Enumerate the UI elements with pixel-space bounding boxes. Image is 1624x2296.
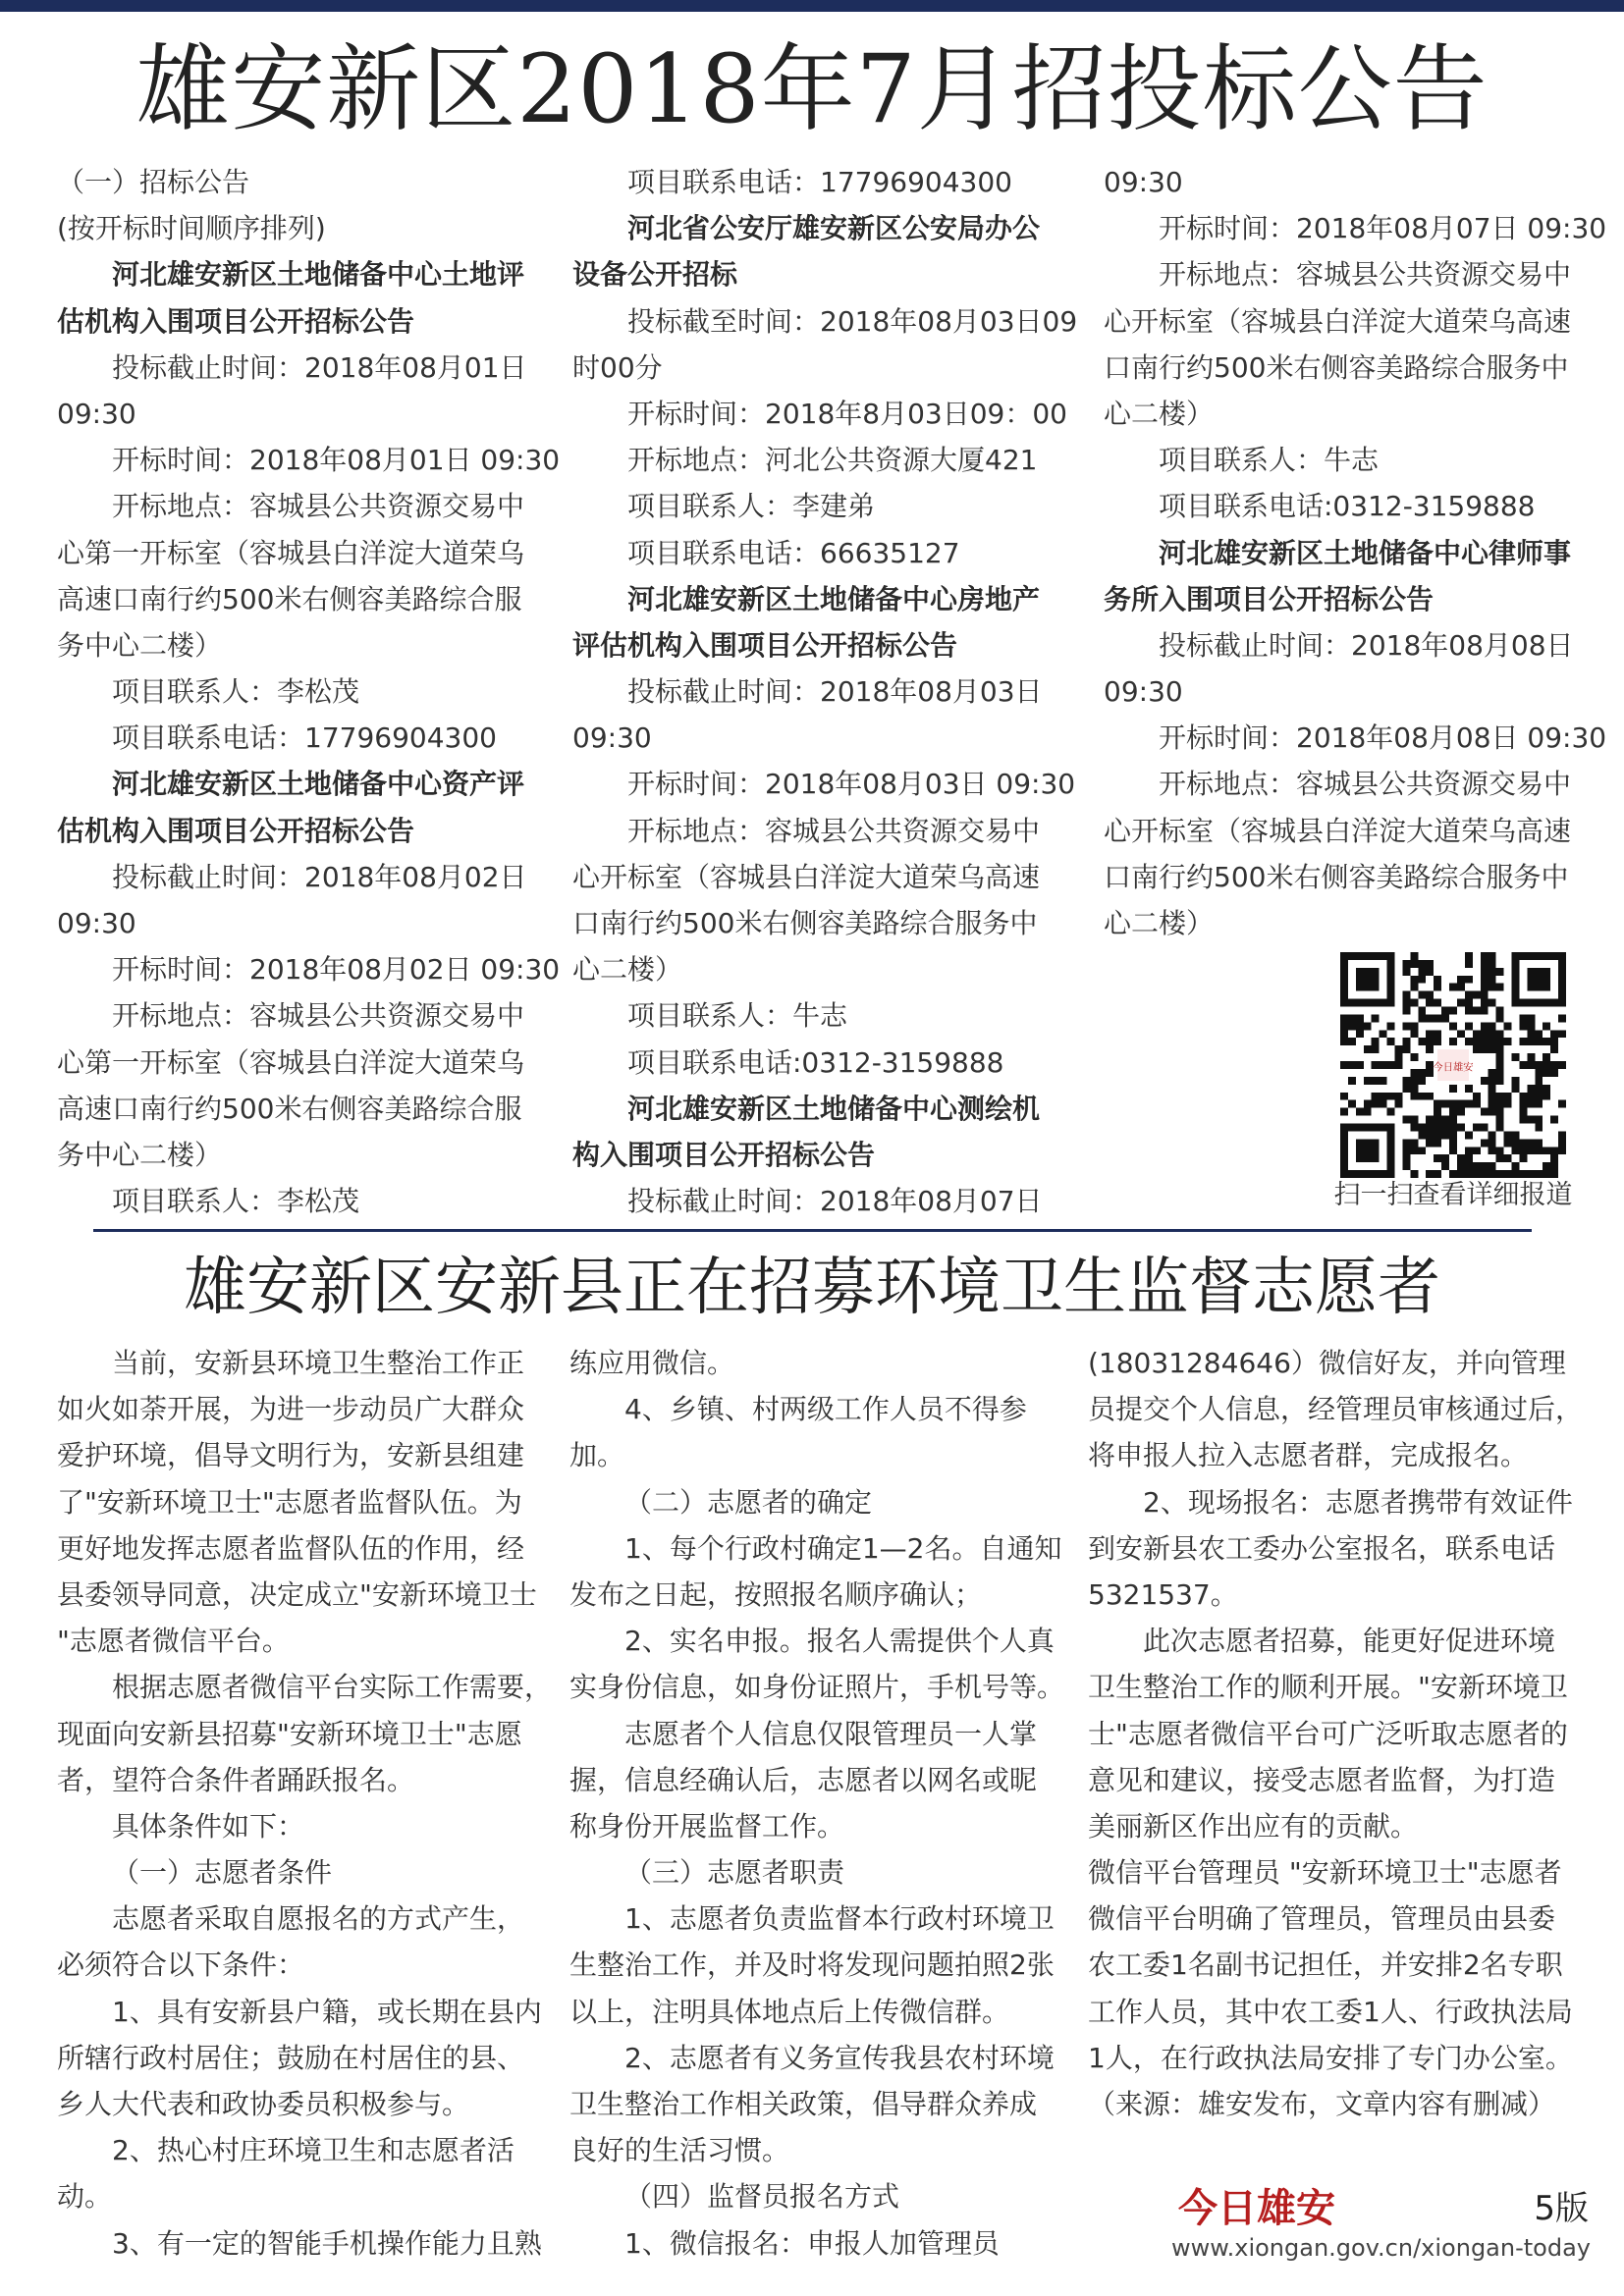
text-line: 心开标室（容城县白洋淀大道荣乌高速 — [572, 860, 1041, 893]
section-divider — [93, 1229, 1532, 1232]
text-line: 开标时间：2018年08月07日 09:30 — [1159, 212, 1607, 245]
text-line: 评估机构入围项目公开招标公告 — [572, 628, 958, 662]
text-line: 士"志愿者微信平台可广泛听取志愿者的 — [1088, 1717, 1568, 1750]
text-line: "志愿者微信平台。 — [57, 1625, 290, 1658]
text-line: 以上，注明具体地点后上传微信群。 — [569, 1995, 1010, 2028]
text-line: 心二楼） — [572, 953, 683, 987]
text-line: 握，信息经确认后，志愿者以网名或昵 — [569, 1763, 1038, 1796]
text-line: 将申报人拉入志愿者群，完成报名。 — [1088, 1439, 1529, 1472]
site-url[interactable]: www.xiongan.gov.cn/xiongan-today — [1170, 2234, 1591, 2262]
text-line: (18031284646）微信好友，并向管理 — [1088, 1347, 1566, 1379]
text-line: 卫生整治工作的顺利开展。"安新环境卫 — [1088, 1671, 1568, 1704]
article-column-3 — [1088, 1340, 1584, 2127]
text-line: 2、热心村庄环境卫生和志愿者活 — [112, 2134, 514, 2167]
text-line: 更好地发挥志愿者监督队伍的作用，经 — [57, 1531, 525, 1565]
text-line: 开标时间：2018年08月01日 09:30 — [112, 444, 561, 477]
text-line: 投标截止时间：2018年08月08日 — [1159, 628, 1574, 662]
text-line: 练应用微信。 — [569, 1347, 735, 1379]
text-line: 项目联系人：牛志 — [627, 999, 848, 1033]
text-line: （来源：雄安发布，文章内容有删减） — [1088, 2088, 1556, 2120]
text-line: （三）志愿者职责 — [624, 1856, 845, 1890]
text-line: 实身份信息，如身份证照片，手机号等。 — [569, 1671, 1065, 1704]
text-line: 现面向安新县招募"安新环境卫士"志愿 — [57, 1717, 522, 1750]
text-line: （一）志愿者条件 — [112, 1856, 333, 1890]
text-line: 微信平台管理员 "安新环境卫士"志愿者 — [1088, 1856, 1562, 1890]
text-line: 开标地点：河北公共资源大厦421 — [627, 444, 1038, 477]
text-line: 设备公开招标 — [572, 258, 738, 292]
text-line: 河北省公安厅雄安新区公安局办公 — [627, 212, 1041, 245]
text-line: 根据志愿者微信平台实际工作需要， — [112, 1671, 553, 1704]
text-line: 动。 — [57, 2180, 113, 2214]
text-line: 心开标室（容城县白洋淀大道荣乌高速 — [1104, 304, 1572, 338]
tender-column-3 — [1104, 159, 1607, 946]
text-line: 心开标室（容城县白洋淀大道荣乌高速 — [1104, 814, 1572, 847]
text-line: （四）监督员报名方式 — [624, 2180, 900, 2214]
text-line: 乡人大代表和政协委员积极参与。 — [57, 2088, 470, 2120]
text-line: 称身份开展监督工作。 — [569, 1809, 845, 1842]
text-line: 务中心二楼） — [57, 628, 223, 662]
text-line: 良好的生活习惯。 — [569, 2134, 790, 2167]
tender-column-1 — [57, 159, 561, 1224]
text-line: 志愿者个人信息仅限管理员一人掌 — [624, 1717, 1038, 1750]
text-line: 开标时间：2018年8月03日09：00 — [627, 397, 1067, 430]
text-line: 河北雄安新区土地储备中心测绘机 — [627, 1092, 1041, 1125]
text-line: 意见和建议，接受志愿者监督，为打造 — [1088, 1763, 1556, 1796]
text-line: 估机构入围项目公开招标公告 — [57, 304, 415, 338]
text-line: 加。 — [569, 1439, 625, 1472]
text-line: 所辖行政村居住；鼓励在村居住的县、 — [57, 2041, 525, 2074]
text-line: 具体条件如下： — [112, 1809, 305, 1842]
text-line: 此次志愿者招募，能更好促进环境 — [1143, 1625, 1556, 1658]
text-line: 开标地点：容城县公共资源交易中 — [112, 490, 525, 523]
text-line: 09:30 — [572, 721, 652, 755]
text-line: 工作人员，其中农工委1人、行政执法局 — [1088, 1995, 1573, 2028]
text-line: 5321537。 — [1088, 1577, 1238, 1611]
newspaper-logo: 今日雄安 — [1178, 2185, 1335, 2231]
text-line: 2、实名申报。报名人需提供个人真 — [624, 1625, 1055, 1658]
edition-label: 5版 — [1534, 2189, 1589, 2228]
text-line: 农工委1名副书记担任，并安排2名专职 — [1088, 1949, 1563, 1982]
text-line: 当前，安新县环境卫生整治工作正 — [112, 1347, 525, 1379]
article-title: 雄安新区安新县正在招募环境卫生监督志愿者 — [184, 1252, 1440, 1324]
text-line: 投标截止时间：2018年08月01日 — [112, 350, 527, 384]
text-line: 爱护环境，倡导文明行为，安新县组建 — [57, 1439, 525, 1472]
text-line: 美丽新区作出应有的贡献。 — [1088, 1809, 1419, 1842]
text-line: 09:30 — [1104, 166, 1183, 198]
text-line: 09:30 — [57, 907, 136, 939]
text-line: 时00分 — [572, 350, 663, 384]
text-line: 心第一开标室（容城县白洋淀大道荣乌 — [57, 1045, 525, 1079]
text-line: 项目联系人：李松茂 — [112, 1185, 360, 1218]
text-line: (按开标时间顺序排列) — [57, 212, 326, 245]
text-line: 县委领导同意，决定成立"安新环境卫士 — [57, 1577, 537, 1611]
text-line: 员提交个人信息，经管理员审核通过后， — [1088, 1393, 1584, 1426]
text-line: 1、志愿者负责监督本行政村环境卫 — [624, 1902, 1055, 1936]
text-line: 口南行约500米右侧容美路综合服务中 — [1104, 860, 1569, 893]
tender-column-2 — [572, 159, 1078, 1224]
text-line: 河北雄安新区土地储备中心土地评 — [112, 258, 525, 292]
text-line: 项目联系电话：17796904300 — [112, 721, 497, 755]
text-line: 河北雄安新区土地储备中心律师事 — [1159, 536, 1572, 569]
text-line: 务所入围项目公开招标公告 — [1104, 582, 1435, 615]
article-column-2 — [569, 1340, 1065, 2267]
text-line: 开标时间：2018年08月08日 09:30 — [1159, 721, 1607, 755]
text-line: 估机构入围项目公开招标公告 — [57, 814, 415, 847]
text-line: 投标截止时间：2018年08月03日 — [627, 675, 1043, 709]
text-line: 到安新县农工委办公室报名，联系电话 — [1088, 1531, 1556, 1565]
text-line: 生整治工作，并及时将发现问题拍照2张 — [569, 1949, 1055, 1982]
text-line: （一）招标公告 — [57, 166, 250, 198]
text-line: 09:30 — [57, 397, 136, 430]
text-line: 务中心二楼） — [57, 1138, 223, 1171]
text-line: 项目联系电话：66635127 — [627, 536, 960, 569]
top-accent-bar — [0, 0, 1624, 12]
text-line: 口南行约500米右侧容美路综合服务中 — [1104, 350, 1569, 384]
text-line: 微信平台明确了管理员，管理员由县委 — [1088, 1902, 1556, 1936]
text-line: 河北雄安新区土地储备中心资产评 — [112, 768, 525, 801]
text-line: 志愿者采取自愿报名的方式产生， — [112, 1902, 525, 1936]
text-line: 发布之日起，按照报名顺序确认； — [569, 1577, 983, 1611]
text-line: 项目联系人：李建弟 — [627, 490, 876, 523]
text-line: 1、微信报名：申报人加管理员 — [624, 2226, 1000, 2260]
text-line: 开标地点：容城县公共资源交易中 — [627, 814, 1041, 847]
text-line: 3、有一定的智能手机操作能力且熟 — [112, 2226, 542, 2260]
text-line: 项目联系人：李松茂 — [112, 675, 360, 709]
text-line: 项目联系电话：17796904300 — [627, 166, 1012, 198]
text-line: 投标截至时间：2018年08月03日09 — [627, 304, 1078, 338]
text-line: 高速口南行约500米右侧容美路综合服 — [57, 582, 522, 615]
text-line: 1、具有安新县户籍，或长期在县内 — [112, 1995, 542, 2028]
qr-caption: 扫一扫查看详细报道 — [1333, 1180, 1573, 1210]
text-line: 者，望符合条件者踊跃报名。 — [57, 1763, 415, 1796]
text-line: 1人，在行政执法局安排了专门办公室。 — [1088, 2041, 1573, 2074]
text-line: 心二楼） — [1104, 907, 1215, 939]
text-line: 1、每个行政村确定1—2名。自通知 — [624, 1531, 1062, 1565]
text-line: 开标时间：2018年08月02日 09:30 — [112, 953, 561, 987]
page-title: 雄安新区2018年7月招投标公告 — [135, 34, 1489, 144]
text-line: 4、乡镇、村两级工作人员不得参 — [624, 1393, 1027, 1426]
text-line: 心二楼） — [1104, 397, 1215, 430]
text-line: 必须符合以下条件： — [57, 1949, 305, 1982]
text-line: 心第一开标室（容城县白洋淀大道荣乌 — [57, 536, 525, 569]
text-line: 卫生整治工作相关政策，倡导群众养成 — [569, 2088, 1038, 2120]
text-line: 投标截止时间：2018年08月07日 — [627, 1185, 1043, 1218]
text-line: 构入围项目公开招标公告 — [572, 1138, 876, 1171]
text-line: 项目联系人：牛志 — [1159, 444, 1380, 477]
text-line: 开标地点：容城县公共资源交易中 — [1159, 258, 1572, 292]
qr-logo-text: 今日雄安 — [1433, 1061, 1474, 1074]
text-line: 口南行约500米右侧容美路综合服务中 — [572, 907, 1038, 939]
article-column-1 — [57, 1340, 553, 2267]
text-line: 开标时间：2018年08月03日 09:30 — [627, 768, 1076, 801]
text-line: 如火如荼开展，为进一步动员广大群众 — [57, 1393, 525, 1426]
text-line: （二）志愿者的确定 — [624, 1485, 873, 1519]
qr-code-icon[interactable] — [1340, 952, 1566, 1178]
text-line: 了"安新环境卫士"志愿者监督队伍。为 — [57, 1485, 522, 1519]
text-line: 项目联系电话:0312-3159888 — [627, 1045, 1004, 1079]
text-line: 开标地点：容城县公共资源交易中 — [1159, 768, 1572, 801]
text-line: 河北雄安新区土地储备中心房地产 — [627, 582, 1041, 615]
text-line: 投标截止时间：2018年08月02日 — [112, 860, 527, 893]
text-line: 开标地点：容城县公共资源交易中 — [112, 999, 525, 1033]
text-line: 2、现场报名：志愿者携带有效证件 — [1143, 1485, 1573, 1519]
text-line: 09:30 — [1104, 675, 1183, 709]
text-line: 高速口南行约500米右侧容美路综合服 — [57, 1092, 522, 1125]
text-line: 2、志愿者有义务宣传我县农村环境 — [624, 2041, 1055, 2074]
text-line: 项目联系电话:0312-3159888 — [1159, 490, 1536, 523]
